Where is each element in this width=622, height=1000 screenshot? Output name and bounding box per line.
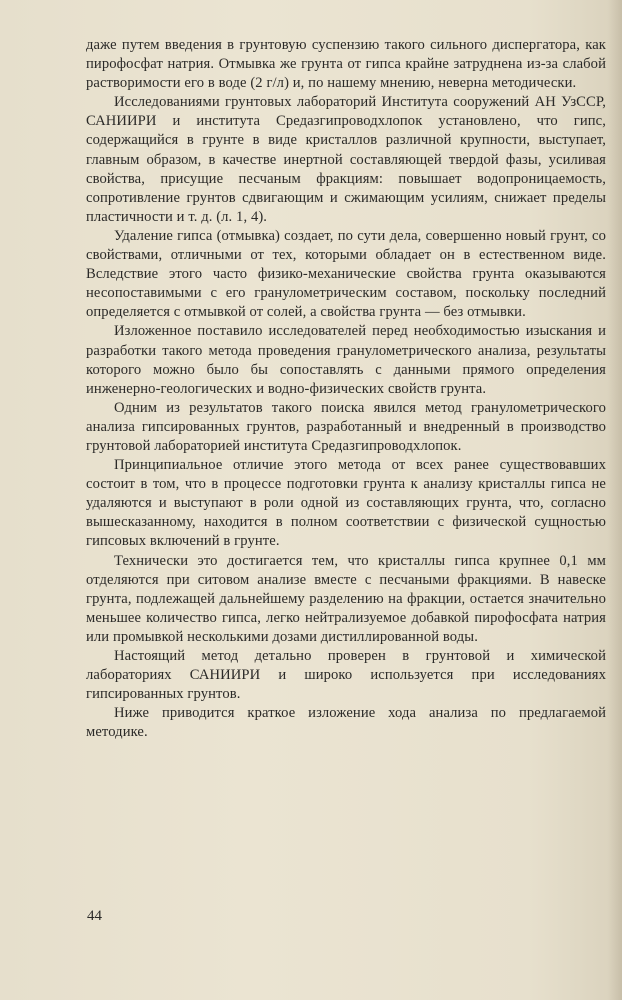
page-edge-shadow <box>608 0 622 1000</box>
paragraph-3: Удаление гипса (отмывка) создает, по сути дела, совершенно новый грунт, со свойствами, отличными от тех, которыми обладает он в естественном виде. Вследствие этого часто физико-механические свойства грунта оказываются несопоставимыми с его гранулометрическим составом, поскольку последний определяется с отмывкой от солей, а свойства грунта — без отмывки. <box>86 227 606 321</box>
paragraph-8: Настоящий метод детально проверен в грунтовой и химической лабораториях САНИИРИ и широко используется при исследованиях гипсированных грунтов. <box>86 648 606 703</box>
paragraph-6: Принципиальное отличие этого метода от всех ранее существовавших состоит в том, что в процессе подготовки грунта к анализу кристаллы гипса не удаляются и выступают в роли одной из составляющих грунта, что, согласно вышесказанному, находится в полном соответствии с физической сущностью гипсовых включений в грунте. <box>86 457 606 550</box>
page-number: 44 <box>87 908 102 924</box>
body-text <box>86 36 606 742</box>
paragraph-5: Одним из результатов такого поиска явился метод гранулометрического анализа гипсированных грунтов, разработанный и внедренный в производство грунтовой лабораторией института Средазгипроводхлопок. <box>86 399 606 454</box>
paragraph-2: Исследованиями грунтовых лабораторий Института сооружений АН УзССР, САНИИРИ и института Средазгипроводхлопок установлено, что гипс, содержащийся в грунте в виде кристаллов различной крупности, выступает, главным образом, в качестве инертной составляющей твердой фазы, усиливая свойства, присущие песчаным фракциям: повышает водопроницаемость, сопротивление грунтов сдвигающим и сжимающим усилиям, снижает пределы пластичности и т. д. (л. 1, 4). <box>86 94 606 225</box>
paragraph-9: Ниже приводится краткое изложение хода анализа по предлагаемой методике. <box>86 705 606 741</box>
paragraph-1: даже путем введения в грунтовую суспензию такого сильного диспергатора, как пирофосфат натрия. Отмывка же грунта от гипса крайне затруднена из-за слабой растворимости его в воде (2 г/л) и, по нашему мнению, неверна методически. <box>86 37 606 92</box>
paragraph-7: Технически это достигается тем, что кристаллы гипса крупнее 0,1 мм отделяются при ситовом анализе вместе с песчаными фракциями. В навеске грунта, подлежащей дальнейшему разделению на фракции, остается значительно меньшее количество гипса, легко нейтрализуемое добавкой пирофосфата натрия или промывкой несколькими дозами дистиллированной воды. <box>86 552 606 645</box>
paragraph-4: Изложенное поставило исследователей перед необходимостью изыскания и разработки такого метода проведения гранулометрического анализа, результаты которого можно было бы сопоставлять с данными прямого определения инженерно-геологических и водно-физических свойств грунта. <box>86 323 606 397</box>
